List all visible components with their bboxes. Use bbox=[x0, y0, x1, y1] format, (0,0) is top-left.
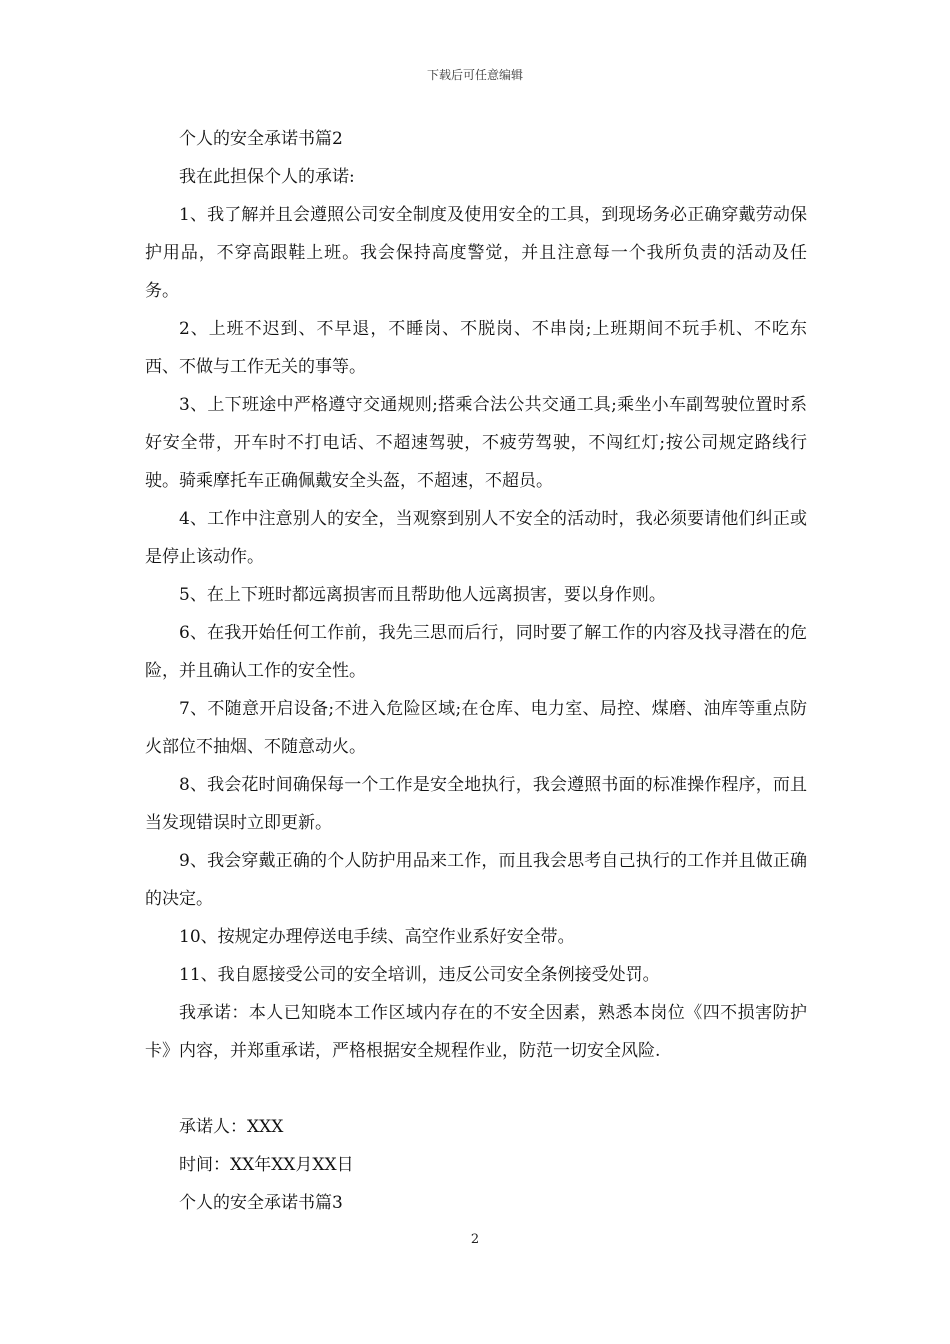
commitment-item-2: 2、上班不迟到、不早退，不睡岗、不脱岗、不串岗;上班期间不玩手机、不吃东西、不做与工作无关的事等。 bbox=[145, 319, 807, 377]
blank-line bbox=[145, 1070, 807, 1108]
commitment-item-4: 4、工作中注意别人的安全，当观察到别人不安全的活动时，我必须要请他们纠正或是停止该动作。 bbox=[145, 509, 807, 567]
commitment-item-5: 5、在上下班时都远离损害而且帮助他人远离损害，要以身作则。 bbox=[179, 585, 666, 605]
commitment-item-10: 10、按规定办理停送电手续、高空作业系好安全带。 bbox=[179, 927, 575, 947]
commitment-item-8: 8、我会花时间确保每一个工作是安全地执行，我会遵照书面的标准操作程序，而且当发现错误时立即更新。 bbox=[145, 775, 807, 833]
commitment-item-11: 11、我自愿接受公司的安全培训，违反公司安全条例接受处罚。 bbox=[179, 965, 660, 985]
commitment-item-7: 7、不随意开启设备;不进入危险区域;在仓库、电力室、局控、煤磨、油库等重点防火部位不抽烟、不随意动火。 bbox=[145, 699, 807, 757]
page-number: 2 bbox=[470, 1232, 480, 1247]
promisor-line: 承诺人：XXX bbox=[179, 1117, 284, 1137]
next-section-title: 个人的安全承诺书篇3 bbox=[179, 1193, 343, 1213]
intro-paragraph: 我在此担保个人的承诺: bbox=[179, 167, 355, 187]
header-note: 下载后可任意编辑 bbox=[426, 68, 523, 82]
commitment-item-3: 3、上下班途中严格遵守交通规则;搭乘合法公共交通工具;乘坐小车副驾驶位置时系好安全带，开车时不打电话、不超速驾驶，不疲劳驾驶，不闯红灯;按公司规定路线行驶。骑乘摩托车正确佩戴安全头盔，不超速，不超员。 bbox=[145, 395, 807, 491]
pledge-paragraph: 我承诺：本人已知晓本工作区域内存在的不安全因素，熟悉本岗位《四不损害防护卡》内容，并郑重承诺，严格根据安全规程作业，防范一切安全风险. bbox=[145, 1003, 807, 1061]
section-title: 个人的安全承诺书篇2 bbox=[179, 129, 343, 149]
commitment-item-1: 1、我了解并且会遵照公司安全制度及使用安全的工具，到现场务必正确穿戴劳动保护用品，不穿高跟鞋上班。我会保持高度警觉，并且注意每一个我所负责的活动及任务。 bbox=[145, 205, 807, 301]
commitment-item-6: 6、在我开始任何工作前，我先三思而后行，同时要了解工作的内容及找寻潜在的危险，并且确认工作的安全性。 bbox=[145, 623, 807, 681]
document-body bbox=[145, 120, 807, 1222]
commitment-item-9: 9、我会穿戴正确的个人防护用品来工作，而且我会思考自己执行的工作并且做正确的决定。 bbox=[145, 851, 807, 909]
date-line: 时间：XX年XX月XX日 bbox=[179, 1155, 354, 1175]
